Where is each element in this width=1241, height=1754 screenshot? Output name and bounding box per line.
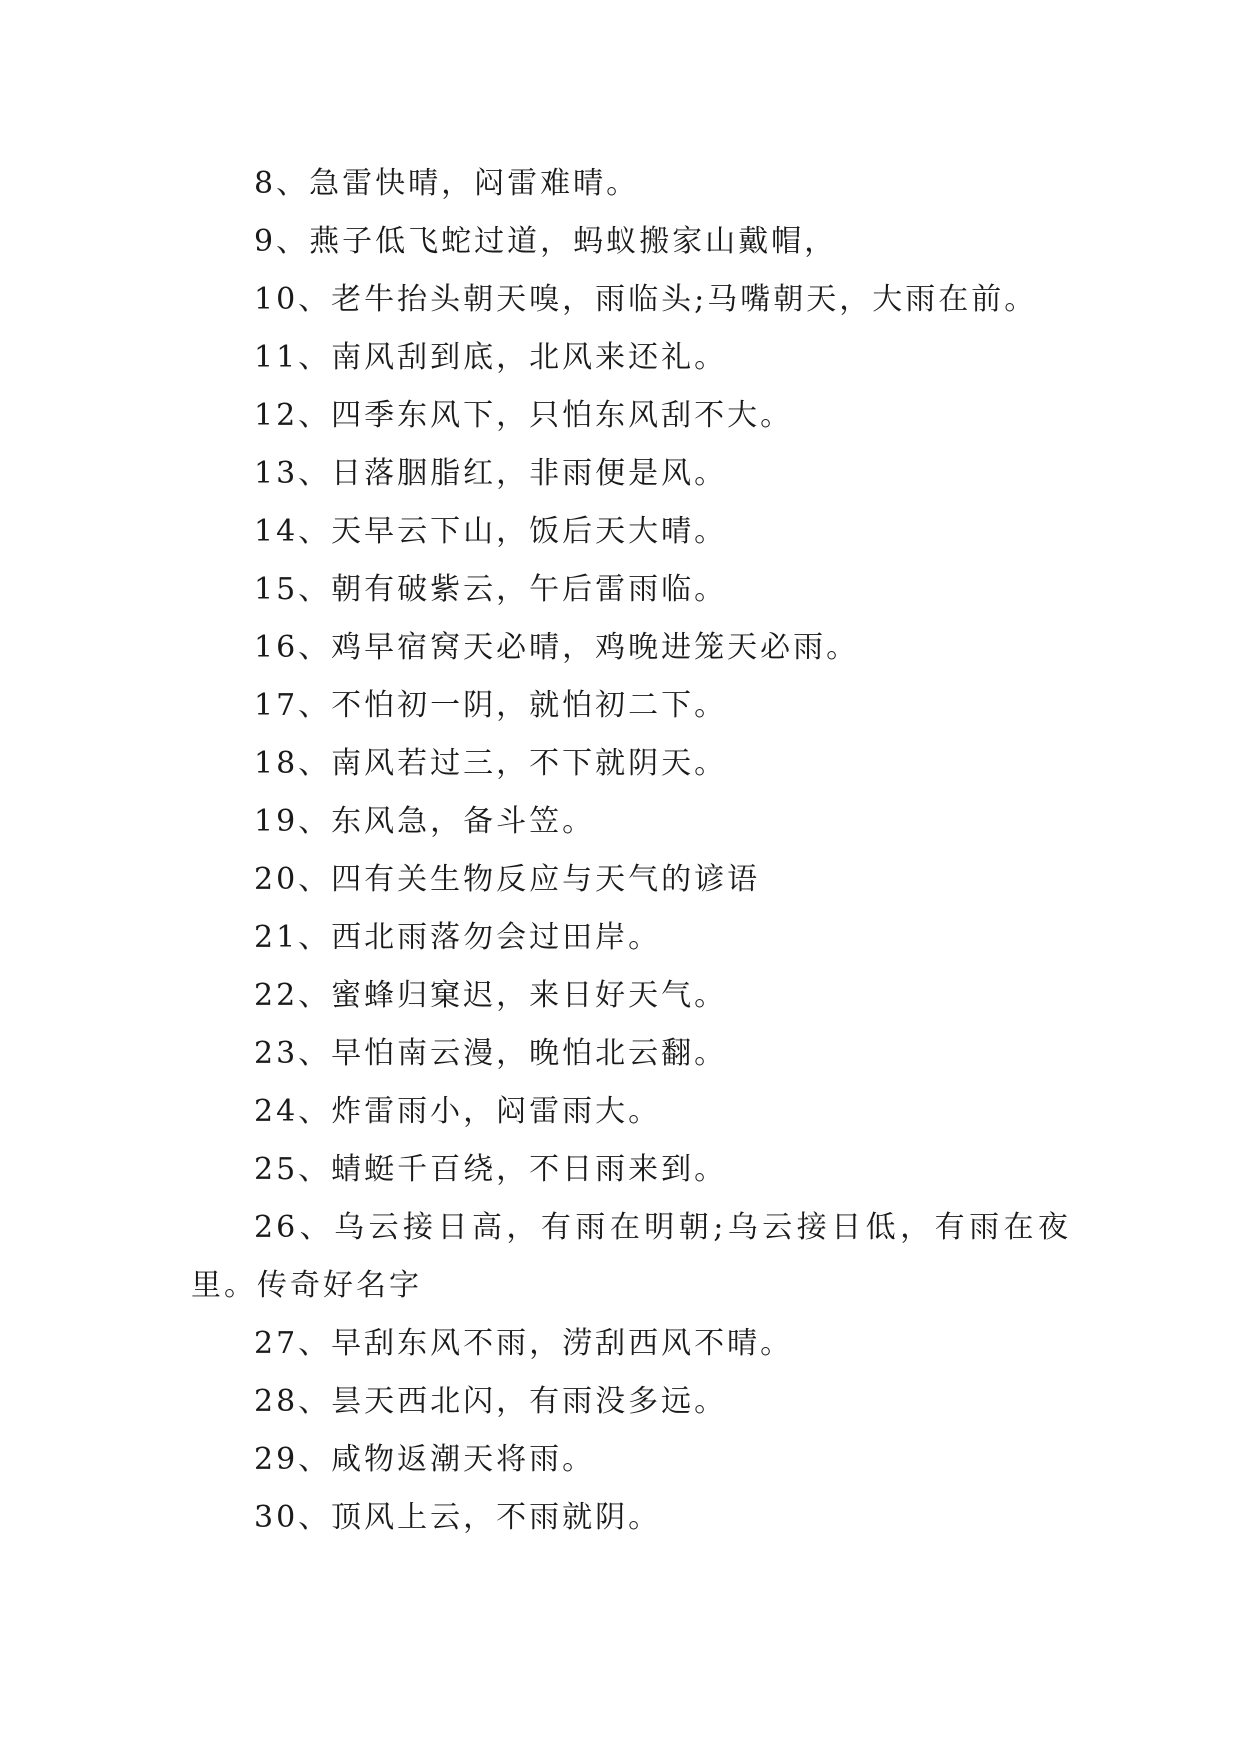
list-item: 17、不怕初一阴，就怕初二下。 <box>254 688 728 723</box>
list-item: 18、南风若过三，不下就阴天。 <box>254 746 728 781</box>
list-item: 23、早怕南云漫，晚怕北云翻。 <box>254 1036 728 1071</box>
list-item: 30、顶风上云，不雨就阴。 <box>254 1500 662 1535</box>
list-item: 28、昙天西北闪，有雨没多远。 <box>254 1384 728 1419</box>
list-item: 15、朝有破紫云，午后雷雨临。 <box>254 572 728 607</box>
list-item: 11、南风刮到底，北风来还礼。 <box>254 340 728 375</box>
list-item: 21、西北雨落勿会过田岸。 <box>254 920 662 955</box>
list-item: 22、蜜蜂归窠迟，来日好天气。 <box>254 978 728 1013</box>
list-item: 13、日落胭脂红，非雨便是风。 <box>254 456 728 491</box>
list-item: 14、天早云下山，饭后天大晴。 <box>254 514 728 549</box>
list-item: 25、蜻蜓千百绕，不日雨来到。 <box>254 1152 728 1187</box>
list-item: 26、乌云接日高，有雨在明朝;乌云接日低，有雨在夜里。传奇好名字 <box>191 1210 1071 1303</box>
list-item: 12、四季东风下，只怕东风刮不大。 <box>254 398 794 433</box>
list-item: 9、燕子低飞蛇过道，蚂蚁搬家山戴帽， <box>254 224 838 259</box>
list-item: 20、四有关生物反应与天气的谚语 <box>254 862 761 897</box>
list-item: 24、炸雷雨小，闷雷雨大。 <box>254 1094 662 1129</box>
list-item: 27、早刮东风不雨，涝刮西风不晴。 <box>254 1326 794 1361</box>
list-item: 10、老牛抬头朝天嗅，雨临头;马嘴朝天，大雨在前。 <box>254 282 1038 317</box>
list-item: 29、咸物返潮天将雨。 <box>254 1442 596 1477</box>
proverb-list <box>191 155 1071 1547</box>
list-item: 16、鸡早宿窝天必晴，鸡晚进笼天必雨。 <box>254 630 860 665</box>
list-item: 8、急雷快晴，闷雷难晴。 <box>254 166 640 201</box>
list-item: 19、东风急，备斗笠。 <box>254 804 596 839</box>
